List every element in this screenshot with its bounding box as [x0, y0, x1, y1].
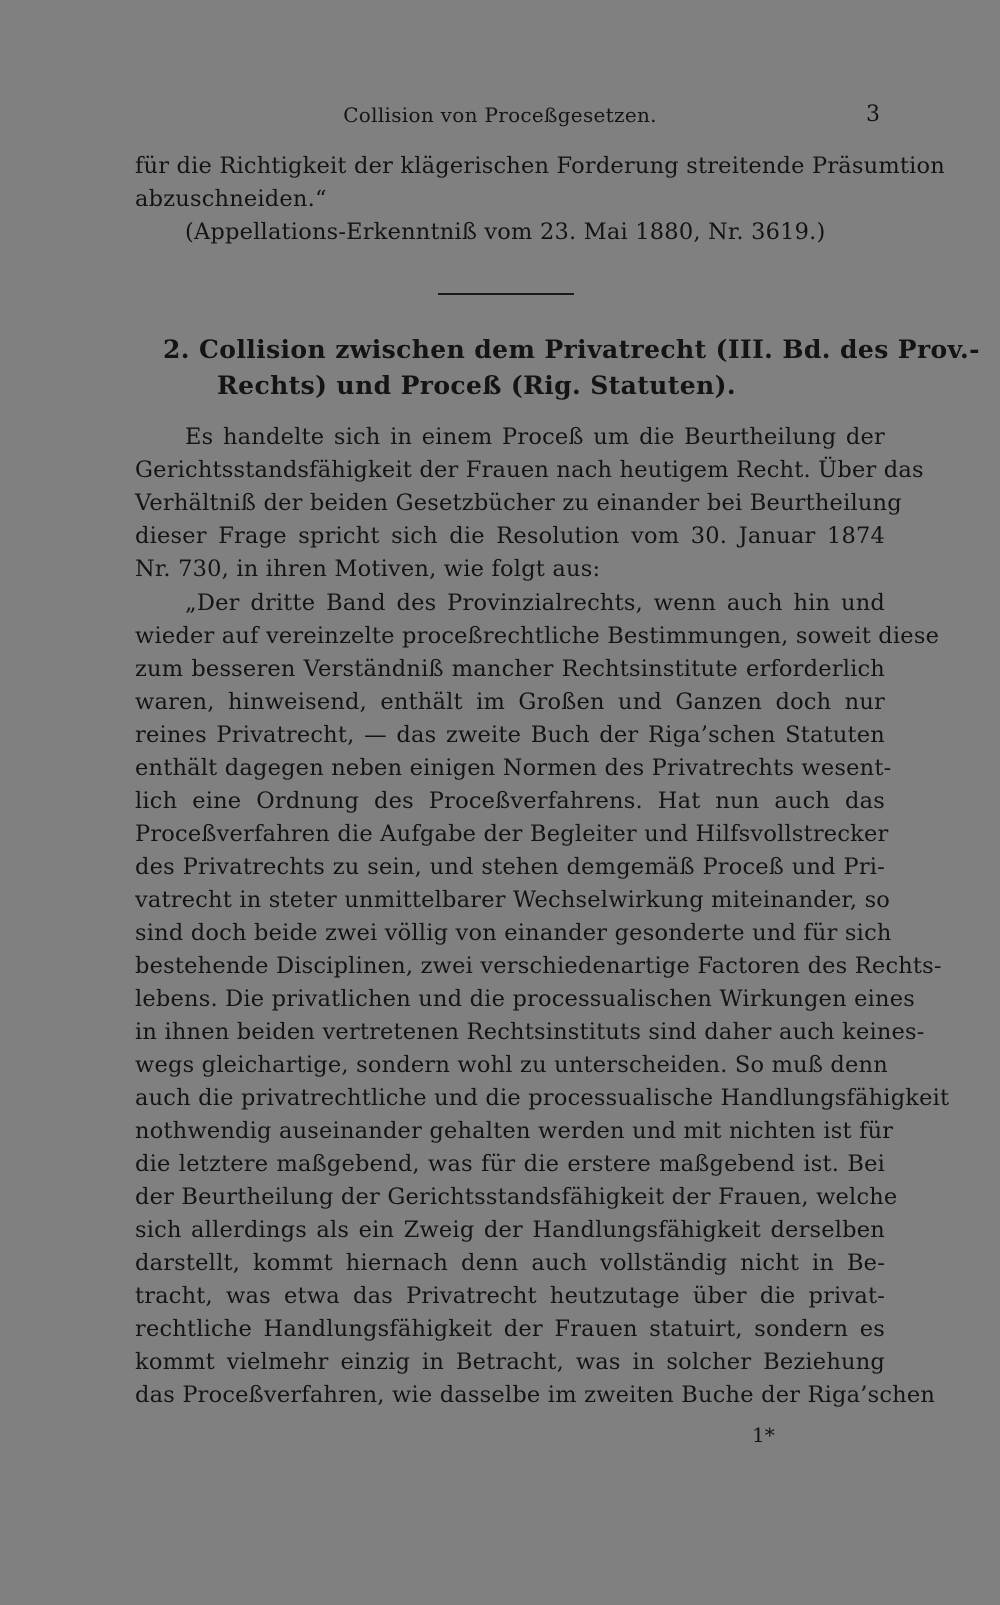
running-head — [0, 98, 1000, 132]
paragraph-quote — [135, 587, 950, 1412]
signature-mark: 1* — [752, 1423, 775, 1447]
text-line: nothwendig auseinander gehalten werden und mit nichten ist für — [135, 1118, 894, 1144]
citation-line: (Appellations-Erkenntniß vom 23. Mai 1880, Nr. 3619.) — [185, 219, 826, 245]
text-line: Verhältniß der beiden Gesetzbücher zu einander bei Beurtheilung — [135, 490, 902, 516]
text-line: der Beurtheilung der Gerichtsstandsfähigkeit der Frauen, welche — [135, 1184, 898, 1210]
section-heading — [135, 332, 980, 404]
section-heading-line: 2. Collision zwischen dem Privatrecht (III. Bd. des Prov.- — [163, 335, 980, 364]
paragraph-intro — [135, 421, 924, 586]
text-line: Es handelte sich in einem Proceß um die Beurtheilung der — [185, 424, 885, 450]
text-line: Proceßverfahren die Aufgabe der Begleiter und Hilfsvollstrecker — [135, 821, 889, 847]
text-line: für die Richtigkeit der klägerischen Forderung streitende Präsumtion — [135, 153, 945, 179]
text-line: lich eine Ordnung des Proceßverfahrens. Hat nun auch das — [135, 788, 885, 814]
text-line: rechtliche Handlungsfähigkeit der Frauen statuirt, sondern es — [135, 1316, 885, 1342]
text-line: vatrecht in steter unmittelbarer Wechselwirkung miteinander, so — [135, 887, 891, 913]
section-heading-line: Rechts) und Proceß (Rig. Statuten). — [217, 371, 736, 400]
text-line: in ihnen beiden vertretenen Rechtsinstituts sind daher auch keines- — [135, 1019, 925, 1045]
text-line: des Privatrechts zu sein, und stehen demgemäß Proceß und Pri- — [135, 854, 885, 880]
text-line: kommt vielmehr einzig in Betracht, was in solcher Beziehung — [135, 1349, 885, 1375]
text-line: darstellt, kommt hiernach denn auch vollständig nicht in Be- — [135, 1250, 885, 1276]
text-line: dieser Frage spricht sich die Resolution vom 30. Januar 1874 — [135, 523, 885, 549]
text-line: sich allerdings als ein Zweig der Handlungsfähigkeit derselben — [135, 1217, 885, 1243]
section-divider — [438, 293, 574, 295]
text-line: „Der dritte Band des Provinzialrechts, wenn auch hin und — [185, 590, 885, 616]
text-line: wieder auf vereinzelte proceßrechtliche Bestimmungen, soweit diese — [135, 623, 940, 649]
text-line: waren, hinweisend, enthält im Großen und Ganzen doch nur — [135, 689, 885, 715]
text-line: abzuschneiden.“ — [135, 186, 327, 212]
text-line: tracht, was etwa das Privatrecht heutzutage über die privat- — [135, 1283, 885, 1309]
text-line: auch die privatrechtliche und die processualische Handlungsfähigkeit — [135, 1085, 950, 1111]
text-line: Gerichtsstandsfähigkeit der Frauen nach heutigem Recht. Über das — [135, 457, 924, 483]
page-number: 3 — [866, 102, 880, 127]
text-line: wegs gleichartige, sondern wohl zu unterscheiden. So muß denn — [135, 1052, 888, 1078]
text-line: enthält dagegen neben einigen Normen des Privatrechts wesent- — [135, 755, 892, 781]
continuation-block — [135, 150, 945, 249]
text-line: das Proceßverfahren, wie dasselbe im zweiten Buche der Riga’schen — [135, 1382, 936, 1408]
text-line: reines Privatrecht, — das zweite Buch der Riga’schen Statuten — [135, 722, 885, 748]
text-line: bestehende Disciplinen, zwei verschiedenartige Factoren des Rechts- — [135, 953, 942, 979]
text-line: lebens. Die privatlichen und die processualischen Wirkungen eines — [135, 986, 915, 1012]
running-title: Collision von Proceßgesetzen. — [343, 103, 657, 127]
text-line: zum besseren Verständniß mancher Rechtsinstitute erforderlich — [135, 656, 885, 682]
text-line: Nr. 730, in ihren Motiven, wie folgt aus: — [135, 556, 601, 582]
text-line: die letztere maßgebend, was für die erstere maßgebend ist. Bei — [135, 1151, 885, 1177]
text-line: sind doch beide zwei völlig von einander gesonderte und für sich — [135, 920, 892, 946]
